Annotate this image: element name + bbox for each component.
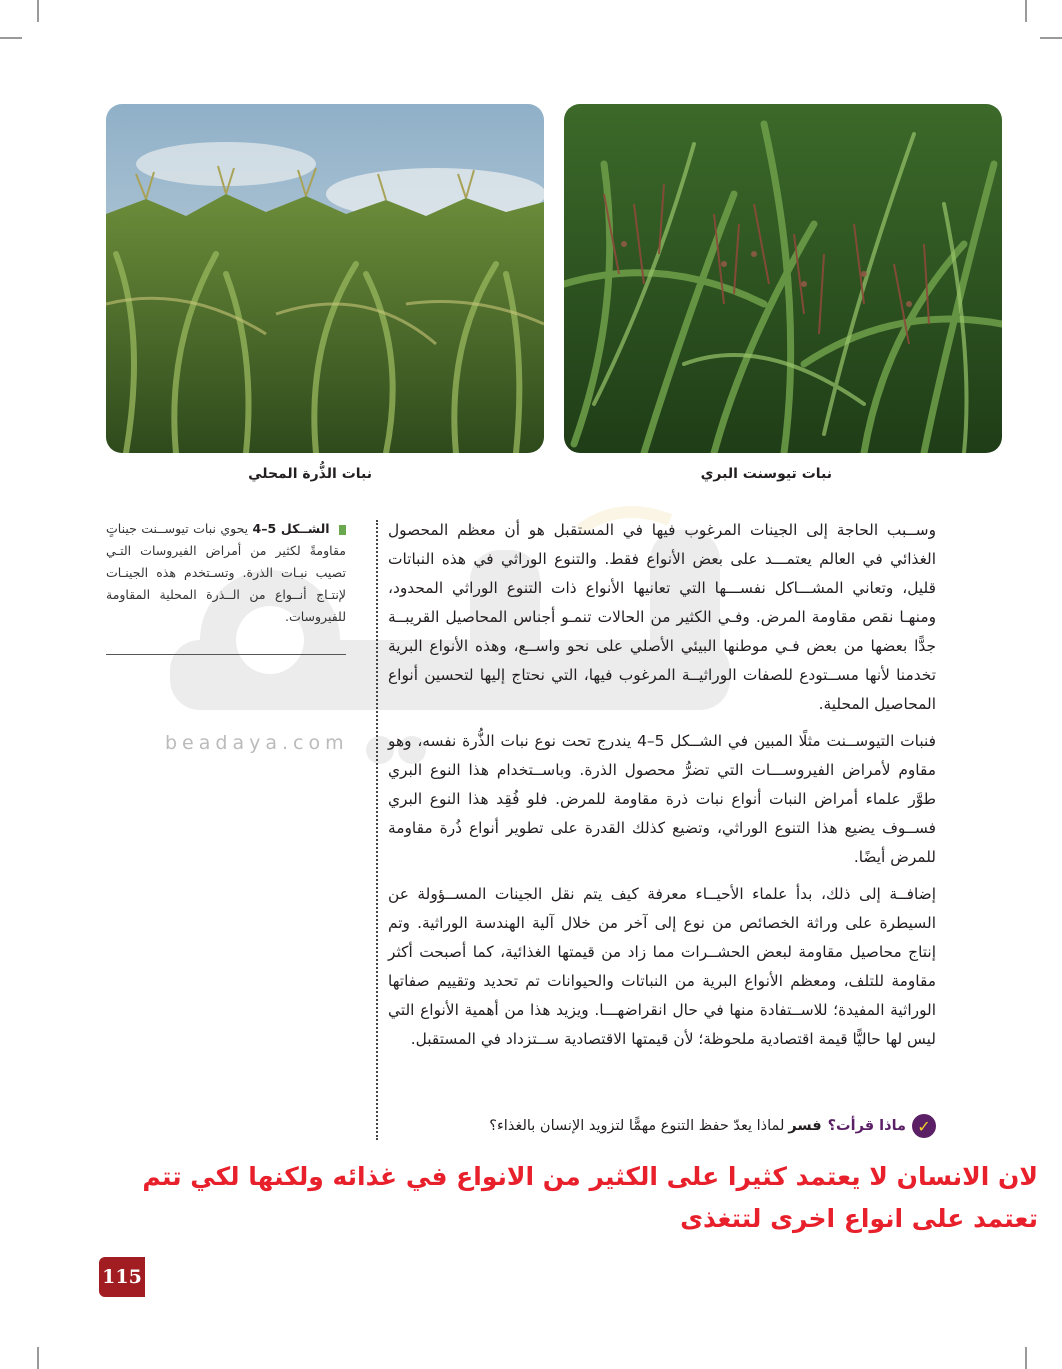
column-divider — [376, 520, 378, 1140]
sidenote-text: يحوي نبات تيوســنت جيناتٍ مقاومةً لكثير من أمراض الفيروسات التـي تصيب نبـات الذرة. وتسـتخدم هذه الجينـات لإنتـاج أنــواع من الــذرة المحلية المقاومة للفيروسات. — [106, 521, 346, 624]
corn-photo — [106, 104, 544, 453]
figure-sidenote — [106, 518, 346, 628]
answer-line-2: تعتمد على انواع اخرى لتتغذى — [680, 1204, 1038, 1233]
page-number: 115 — [99, 1257, 145, 1297]
sidenote-divider — [106, 654, 346, 655]
crop-mark-top-left — [37, 0, 39, 22]
reading-check-label: ماذا قرأت؟ — [827, 1118, 906, 1134]
crop-mark-bottom-left — [37, 1347, 39, 1369]
main-text — [388, 516, 936, 1054]
crop-mark-right-top — [1040, 37, 1062, 39]
paragraph-3: إضافــة إلى ذلك، بدأ علماء الأحيــاء معرفة كيف يتم نقل الجينات المســؤولة عن السيطرة على وراثة الخصائص من نوع إلى آخر من خلال آلية الهندسة الوراثية. وتم إنتاج محاصيل مقاومة لبعض الحشــرات مما زاد من قيمتها الغذائية، كما أصبحت أكثر مقاومة للتلف، ومعظم الأنواع البرية من النباتات والحيوانات تم تحديد وتقييم صفاتها الوراثية المفيدة؛ للاســتفادة منها في حال انقراضهـــا. ويزيد هذا من أهمية الأنواع التي ليس لها حاليًّا قيمة اقتصادية ملحوظة؛ لأن قيمتها الاقتصادية ســتزداد في المستقبل. — [388, 885, 936, 1048]
crop-mark-top-right — [1025, 0, 1027, 22]
crop-mark-bottom-right — [1025, 1347, 1027, 1369]
reading-check-command: فسر — [788, 1118, 822, 1134]
bullet-square-icon — [339, 525, 346, 535]
paragraph-2: فنبات التيوســنت مثلًا المبين في الشــكل 5–4 يندرج تحت نوع نبات الذُّرة نفسه، وهو مقاوم لأمراض الفيروســـات التي تضرُّ محصول الذرة. وباســتخدام هذا النوع البري طوَّر علماء أمراض النبات أنواع نبات ذرة مقاومة للمرض. فلو فُقِد هذا النوع البري فســوف يضيع هذا التنوع الوراثي، وتضيع كذلك القدرة على تطوير أنواع ذُرة مقاومة للمرض أيضًا. — [388, 732, 936, 866]
handwritten-answer — [20, 1156, 1038, 1240]
crop-mark-left-top — [0, 37, 22, 39]
reading-check-question: لماذا يعدّ حفظ التنوع مهمًّا لتزويد الإنسان بالغذاء؟ — [489, 1118, 785, 1134]
corn-caption: نبات الذُّرة المحلي — [248, 466, 372, 482]
answer-line-1: لان الانسان لا يعتمد كثيرا على الكثير من الانواع في غذائه ولكنها لكي تتم — [142, 1162, 1038, 1191]
watermark-url: beadaya.com — [165, 732, 349, 754]
checkmark-icon: ✓ — [912, 1114, 936, 1138]
paragraph-1: وســبب الحاجة إلى الجينات المرغوب فيها في المستقبل هو أن معظم المحصول الغذائي في العالم يعتمـــد على بعض الأنواع فقط. والتنوع الوراثي في هذه النباتات قليل، وتعاني المشـــاكل نفســـها التي تعانيها الأنواع ذات التنوع الوراثي المحدود، ومنهـا نقص مقاومة المرض. وفـي الكثير من الحالات تنمـو أجناس المحاصيل القريبــة جدًّا بعضها من بعض فـي موطنها البيئي الأصلي على نحو واســع، وهذه الأنواع البرية تخدمنا لأنها مســتودع للصفات الوراثيــة المرغوب فيها، التي نحتاج إليها لتحسين أنواع المحاصيل المحلية. — [388, 521, 936, 713]
figure-reference: الشــكل 5–4 — [252, 521, 330, 536]
reading-check — [388, 1114, 936, 1138]
teosinte-caption: نبات تيوسنت البري — [700, 466, 832, 482]
teosinte-photo — [564, 104, 1002, 453]
